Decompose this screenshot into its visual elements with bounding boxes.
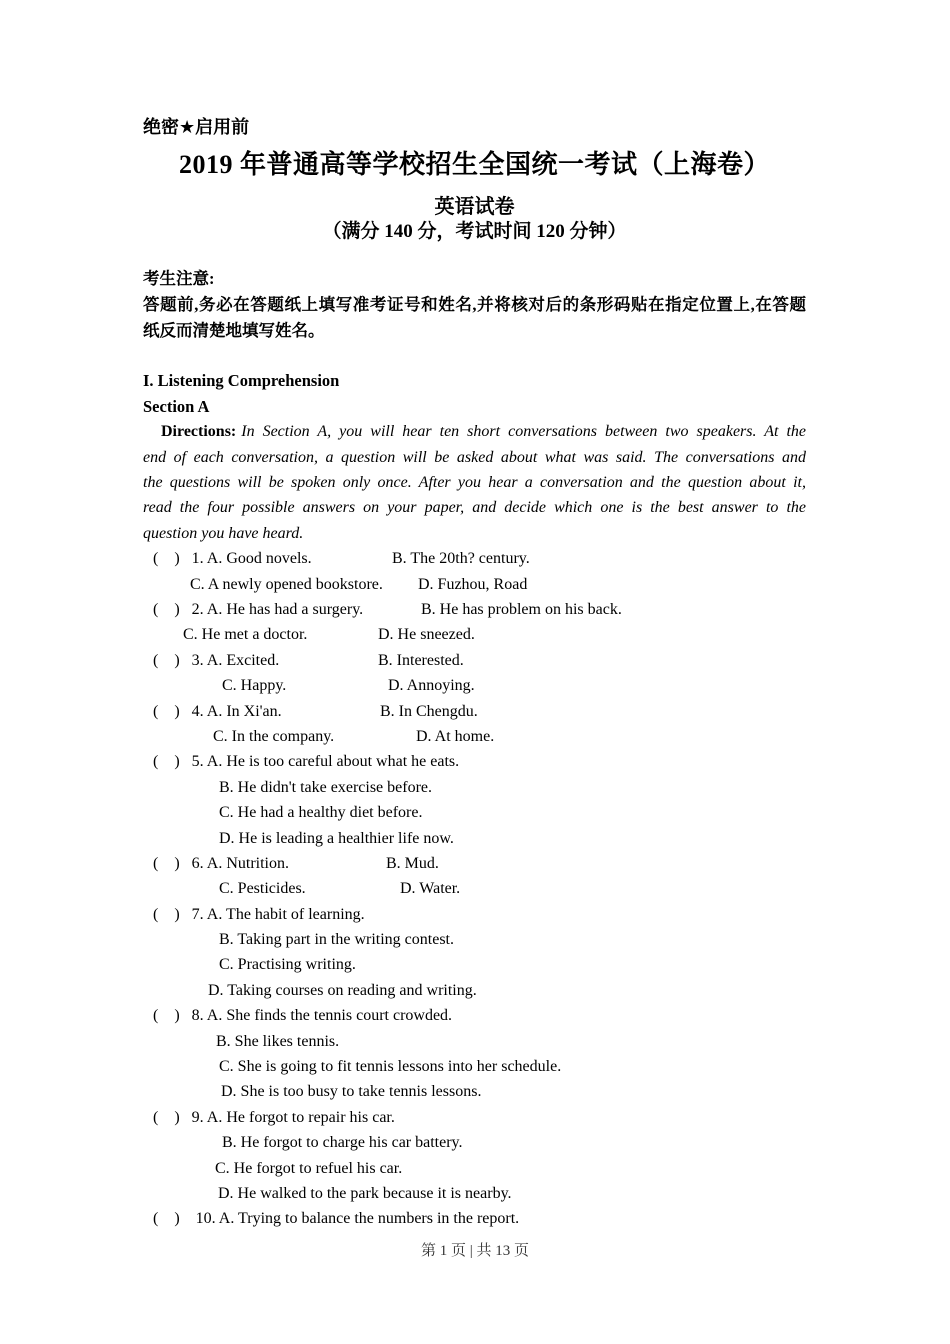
candidate-notice-line: 答题前,务必在答题纸上填写准考证号和姓名,并将核对后的条形码贴在指定位置上,在答题 (143, 294, 806, 314)
question-option-text: ( ) 8. A. She finds the tennis court crowded. (153, 1007, 453, 1025)
question-line (143, 1054, 806, 1079)
question-option-text: B. The 20th? century. (392, 550, 530, 568)
question-line (143, 1029, 806, 1054)
question-line (143, 572, 806, 597)
question-line (143, 826, 806, 851)
question-option-text: D. He sneezed. (378, 626, 475, 644)
question-line (143, 927, 806, 952)
question-line (143, 876, 806, 901)
question-option-text: D. He walked to the park because it is nearby. (218, 1185, 512, 1202)
question-line (143, 699, 806, 724)
question-option-text: ( ) 5. A. He is too careful about what he eats. (153, 753, 460, 771)
question-line (143, 1156, 806, 1181)
page-number-footer: 第 1 页 | 共 13 页 (420, 1243, 529, 1259)
question-option-text: D. She is too busy to take tennis lessons. (221, 1083, 482, 1101)
question-option-text: C. He forgot to refuel his car. (215, 1159, 403, 1177)
question-option-text: B. He didn't take exercise before. (219, 778, 433, 796)
question-option-text: C. In the company. (213, 727, 335, 745)
question-option-text: C. He met a doctor. (183, 626, 308, 644)
question-option-text: D. Annoying. (388, 677, 475, 695)
question-line (143, 622, 806, 647)
questions-block (143, 546, 806, 1232)
question-line (143, 749, 806, 774)
question-line (143, 851, 806, 876)
question-option-text: C. Happy. (222, 677, 287, 695)
question-option-text: D. At home. (416, 727, 495, 745)
candidate-notice-line: 纸反而清楚地填写姓名。 (143, 320, 325, 340)
directions-line: end of each conversation, a question will be asked about what was said. The conversations and (143, 448, 806, 466)
directions-line: read the four possible answers on your paper, and decide which one is the best answer to the (143, 499, 806, 517)
question-option-text: ( ) 1. A. Good novels. (153, 550, 312, 568)
directions-line (143, 419, 806, 444)
question-option-text: ( ) 7. A. The habit of learning. (153, 905, 365, 923)
directions-line: question you have heard. (143, 524, 304, 542)
question-line (143, 724, 806, 749)
question-line (143, 775, 806, 800)
candidate-notice-heading: 考生注意: (143, 269, 215, 288)
question-option-text: B. He forgot to charge his car battery. (222, 1134, 463, 1152)
question-option-text: ( ) 3. A. Excited. (153, 651, 280, 669)
question-line (143, 800, 806, 825)
question-option-text: B. In Chengdu. (380, 702, 478, 720)
question-line (143, 648, 806, 673)
question-option-text: D. Fuzhou, Road (418, 575, 528, 593)
section-a-heading: Section A (143, 396, 210, 416)
question-option-text: C. Pesticides. (219, 880, 306, 898)
question-option-text: ( ) 9. A. He forgot to repair his car. (153, 1108, 395, 1126)
question-option-text: C. Practising writing. (219, 956, 356, 974)
question-option-text: ( ) 2. A. He has had a surgery. (153, 601, 364, 619)
page-content (0, 116, 950, 1232)
question-line (143, 1105, 806, 1130)
question-line (143, 1130, 806, 1155)
question-option-text: D. He is leading a healthier life now. (219, 829, 454, 847)
question-line (143, 597, 806, 622)
question-option-text: B. She likes tennis. (216, 1032, 340, 1050)
question-option-text: D. Taking courses on reading and writing. (208, 981, 477, 999)
question-option-text: B. Taking part in the writing contest. (219, 931, 454, 949)
question-line (143, 1003, 806, 1028)
question-line (143, 1079, 806, 1104)
exam-title: 2019 年普通高等学校招生全国统一考试（上海卷） (178, 150, 770, 179)
question-line (143, 952, 806, 977)
security-classification-notice: 绝密★启用前 (143, 117, 250, 137)
question-line (143, 546, 806, 571)
question-option-text: B. He has problem on his back. (421, 601, 622, 619)
directions-label: Directions: (161, 423, 237, 441)
question-line (143, 1181, 806, 1206)
question-option-text: ( ) 6. A. Nutrition. (153, 854, 289, 872)
question-line (143, 673, 806, 698)
question-line (143, 978, 806, 1003)
question-line (143, 902, 806, 927)
part-heading-listening: I. Listening Comprehension (143, 371, 340, 391)
directions-text: In Section A, you will hear ten short conversations between two speakers. At the (241, 423, 806, 441)
directions-paragraph (143, 419, 806, 546)
directions-line: the questions will be spoken only once. After you hear a conversation and the question about it, (143, 474, 806, 492)
paper-subject-name: 英语试卷 (434, 196, 515, 218)
question-option-text: C. He had a healthy diet before. (219, 804, 423, 822)
question-option-text: B. Mud. (386, 854, 439, 872)
question-option-text: C. A newly opened bookstore. (190, 575, 383, 593)
question-option-text: B. Interested. (378, 651, 464, 669)
exam-score-duration: （满分 140 分，考试时间 120 分钟） (322, 221, 627, 242)
question-option-text: D. Water. (400, 880, 461, 898)
question-option-text: ( ) 4. A. In Xi'an. (153, 702, 282, 720)
question-option-text: ( ) 10. A. Trying to balance the numbers in the report. (153, 1210, 520, 1228)
question-line (143, 1206, 806, 1231)
question-option-text: C. She is going to fit tennis lessons into her schedule. (219, 1058, 562, 1076)
